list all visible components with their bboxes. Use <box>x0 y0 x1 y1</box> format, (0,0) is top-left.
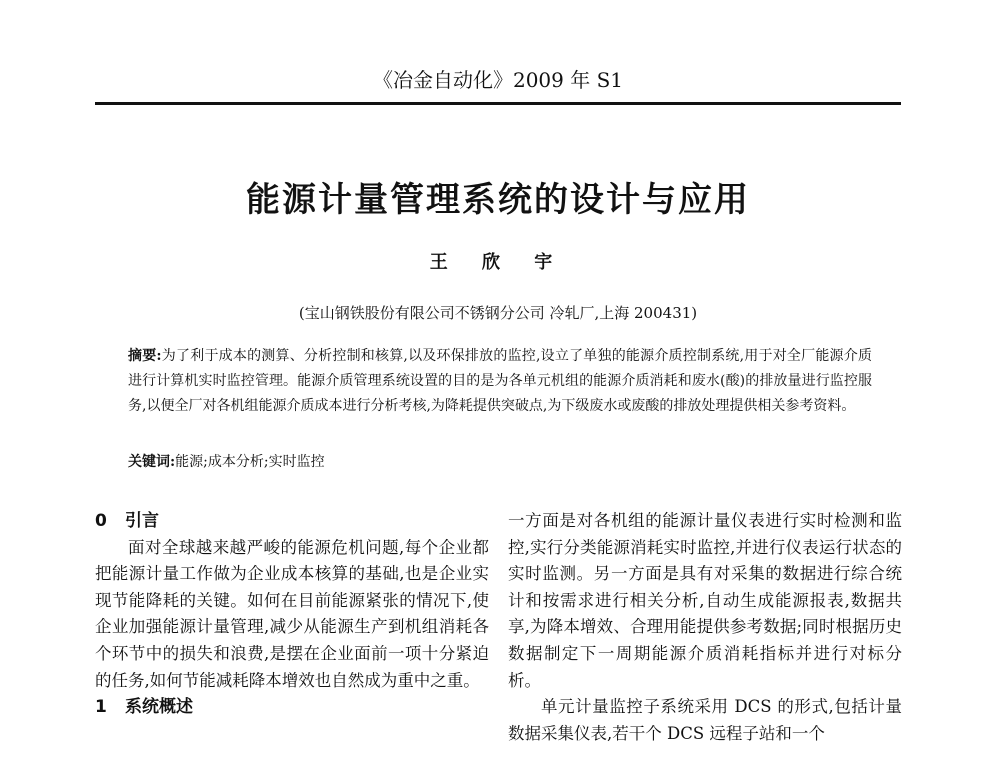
section-number: 0 <box>95 511 107 531</box>
section-title: 引言 <box>125 511 159 531</box>
left-column <box>95 508 489 721</box>
introduction-paragraph: 面对全球越来越严峻的能源危机问题,每个企业都把能源计量工作做为企业成本核算的基础,也是企业实现节能降耗的关键。如何在目前能源紧张的情况下,使企业加强能源计量管理,减少从能源生产到机组消耗各个环节中的损失和浪费,是摆在企业面前一项十分紧迫的任务,如何节能减耗降本增效也自然成为重中之重。 <box>95 537 489 690</box>
abstract-label: 摘要: <box>128 348 162 364</box>
right-column <box>508 508 902 747</box>
section-title: 系统概述 <box>125 697 193 718</box>
section-heading-overview <box>95 694 489 721</box>
journal-header: 《冶金自动化》2009 年 S1 <box>372 68 624 92</box>
author-name: 王 欣 宇 <box>429 252 567 273</box>
keywords-text: 能源;成本分析;实时监控 <box>175 454 325 470</box>
abstract <box>128 344 872 419</box>
abstract-text: 为了利于成本的测算、分析控制和核算,以及环保排放的监控,设立了单独的能源介质控制系统,用于对全厂能源介质进行计算机实时监控管理。能源介质管理系统设置的目的是为各单元机组的能源介质消耗和废水(酸)的排放量进行监控服务,以便全厂对各机组能源介质成本进行分析考核,为降耗提供突破点,为下级废水或废酸的排放处理提供相关参考资料。 <box>128 348 872 414</box>
section-heading-introduction <box>95 508 489 535</box>
section-number: 1 <box>95 697 107 718</box>
keywords-label: 关键词: <box>128 454 176 470</box>
keywords <box>128 450 872 475</box>
author-affiliation: (宝山钢铁股份有限公司不锈钢分公司 冷轧厂,上海 200431) <box>298 304 698 322</box>
continued-paragraph: 一方面是对各机组的能源计量仪表进行实时检测和监控,实行分类能源消耗实时监控,并进行仪表运行状态的实时监测。另一方面是具有对采集的数据进行综合统计和按需求进行相关分析,自动生成能源报表,数据共享,为降本增效、合理用能提供参考数据;同时根据历史数据制定下一周期能源介质消耗指标并进行对标分析。 <box>508 511 902 690</box>
subsystem-paragraph: 单元计量监控子系统采用 DCS 的形式,包括计量数据采集仪表,若干个 DCS 远程子站和一个 <box>508 697 902 743</box>
paper-title: 能源计量管理系统的设计与应用 <box>246 180 750 220</box>
header-rule <box>95 102 901 105</box>
